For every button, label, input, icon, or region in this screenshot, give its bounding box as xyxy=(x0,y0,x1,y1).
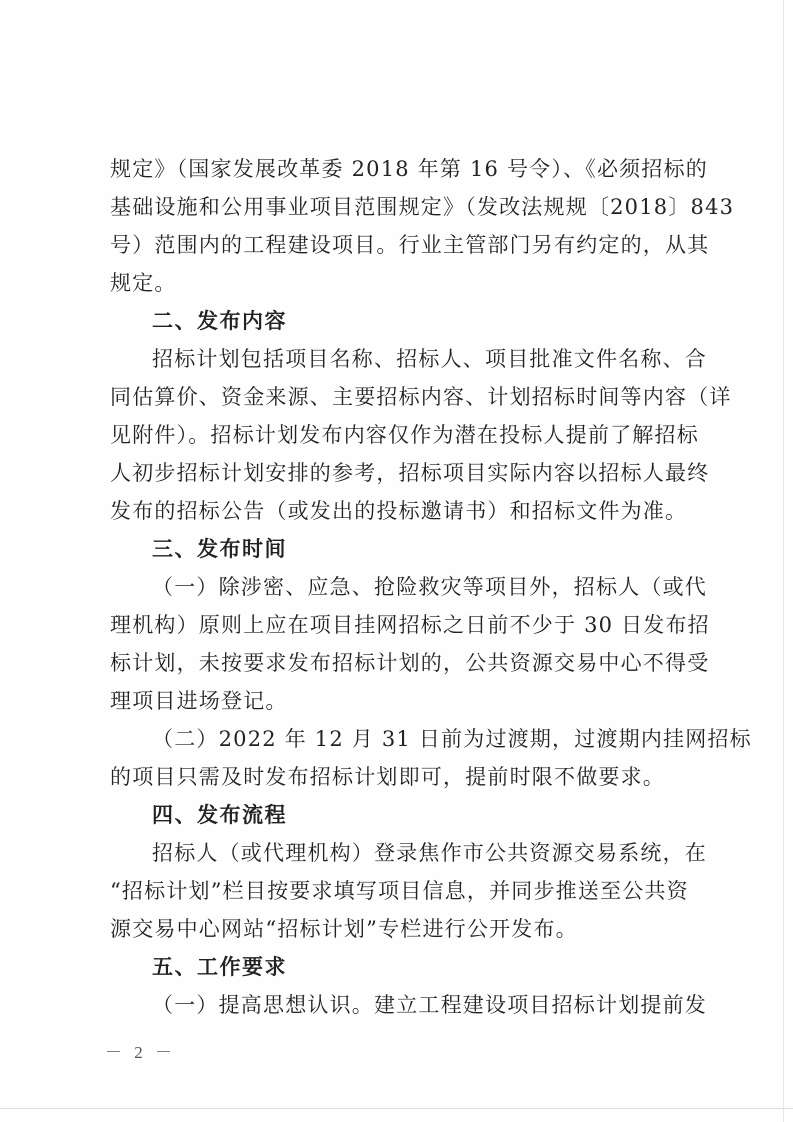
paragraph-line: （一）除涉密、应急、抢险救灾等项目外，招标人（或代 xyxy=(152,575,707,599)
section-heading: 四、发布流程 xyxy=(152,803,287,827)
section-heading: 三、发布时间 xyxy=(152,537,287,561)
paragraph-line: 同估算价、资金来源、主要招标内容、计划招标时间等内容（详 xyxy=(110,385,732,409)
paragraph xyxy=(110,340,732,530)
paragraph-line: 标计划，未按要求发布招标计划的，公共资源交易中心不得受 xyxy=(110,651,710,675)
paragraph-line: 理机构）原则上应在项目挂网招标之日前不少于 30 日发布招 xyxy=(110,613,710,637)
paragraph xyxy=(110,150,735,302)
paragraph-line: 招标计划包括项目名称、招标人、项目批准文件名称、合 xyxy=(152,347,707,371)
document-body xyxy=(110,150,752,1024)
paragraph-line: 规定》（国家发展改革委 2018 年第 16 号令）、《必须招标的 xyxy=(110,157,708,181)
paragraph xyxy=(110,834,707,948)
paragraph xyxy=(110,568,710,720)
paragraph-line: “招标计划”栏目按要求填写项目信息，并同步推送至公共资 xyxy=(110,879,689,903)
bottom-rule xyxy=(0,1108,793,1109)
paragraph-line: 规定。 xyxy=(110,271,177,295)
page-number: － 2 － xyxy=(105,1043,176,1062)
section-heading: 二、发布内容 xyxy=(152,309,287,333)
page-edge-line xyxy=(783,0,784,1122)
paragraph-line: 见附件）。招标计划发布内容仅作为潜在投标人提前了解招标 xyxy=(110,423,699,447)
paragraph-line: （一）提高思想认识。建立工程建设项目招标计划提前发 xyxy=(152,993,707,1017)
paragraph-line: 的项目只需及时发布招标计划即可，提前时限不做要求。 xyxy=(110,765,665,789)
paragraph-line: 理项目进场登记。 xyxy=(110,689,288,713)
paragraph-line: 发布的招标公告（或发出的投标邀请书）和招标文件为准。 xyxy=(110,499,688,523)
paragraph-line: 基础设施和公用事业项目范围规定》（发改法规规〔2018〕843 xyxy=(110,195,735,219)
paragraph xyxy=(110,720,752,796)
paragraph-line: 人初步招标计划安排的参考，招标项目实际内容以招标人最终 xyxy=(110,461,710,485)
paragraph-line: 号）范围内的工程建设项目。行业主管部门另有约定的，从其 xyxy=(110,233,710,257)
section-heading: 五、工作要求 xyxy=(152,955,287,979)
paragraph xyxy=(110,986,707,1024)
paragraph-line: 招标人（或代理机构）登录焦作市公共资源交易系统，在 xyxy=(152,841,707,865)
paragraph-line: 源交易中心网站“招标计划”专栏进行公开发布。 xyxy=(110,917,578,941)
paragraph-line: （二）2022 年 12 月 31 日前为过渡期，过渡期内挂网招标 xyxy=(152,727,752,751)
